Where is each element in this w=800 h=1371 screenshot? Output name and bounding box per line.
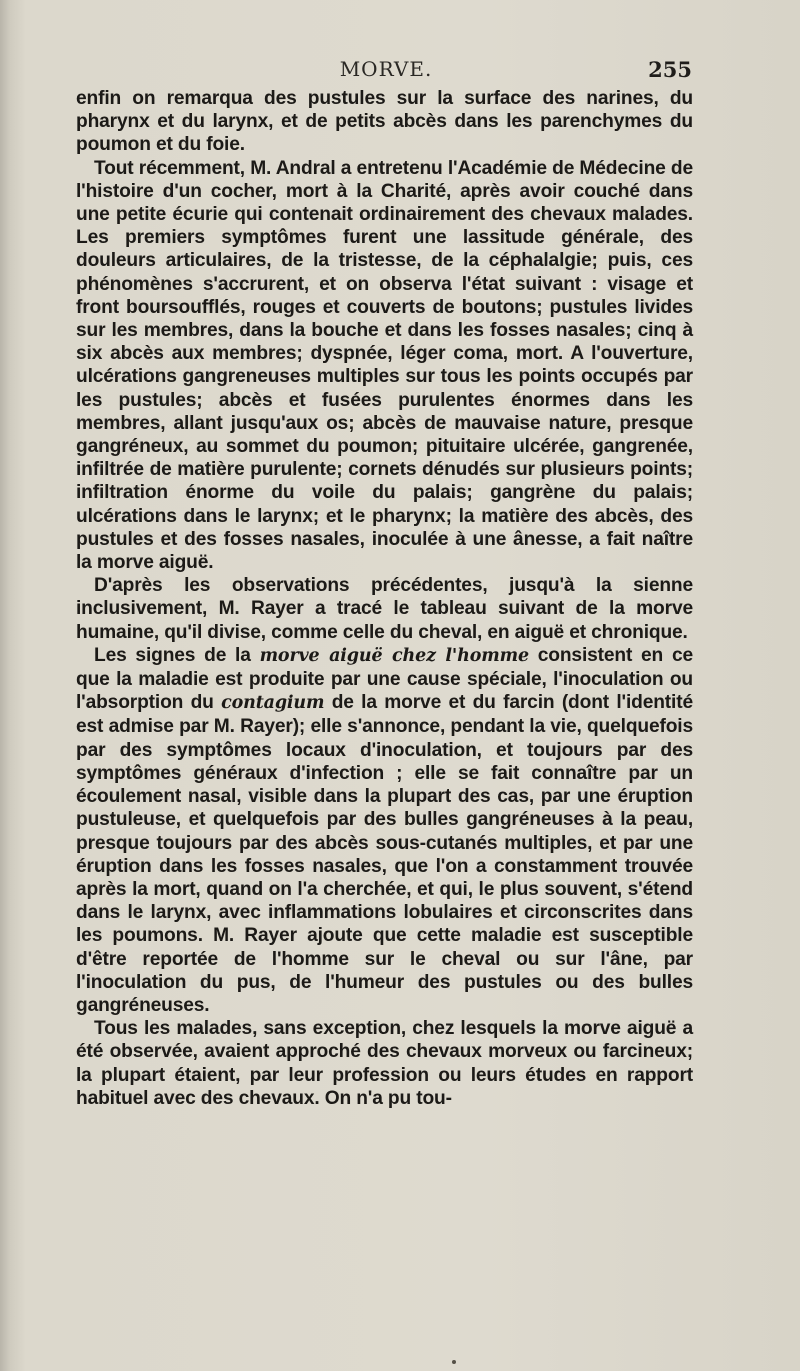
paragraph-text-part: Les signes de la [94, 644, 260, 666]
running-head [80, 57, 692, 87]
italic-term-morve-aigue: morve aiguë chez l'homme [259, 645, 529, 666]
paragraph-andral-case: Tout récemment, M. Andral a entretenu l'Académie de Médecine de l'histoire d'un cocher, mort à la Charité, après avoir couché dans une petite écurie qui contenait ordinairement des chevaux malades. Les premiers symptômes furent une lassitude générale, des douleurs articulaires, de la tristesse, de la céphalalgie; puis, ces phénomènes s'accrurent, et on observa l'état suivant : visage et front boursoufflés, rouges et couverts de boutons; pustules livides sur les membres, dans la bouche et dans les fosses nasales; cinq à six abcès aux membres; dyspnée, léger coma, mort. A l'ouverture, ulcérations gangreneuses multiples sur tous les points occupés par les pustules; abcès et fusées purulentes énormes dans les membres, allant jusqu'aux os; abcès de mauvaise nature, presque gangréneux, au sommet du poumon; pituitaire ulcérée, gangrenée, infiltrée de matière purulente; cornets dénudés sur plusieurs points; infiltration énorme du voile du palais; gangrène du palais; ulcérations dans le larynx; et le pharynx; la matière des abcès, des pustules et des fosses nasales, inoculée à une ânesse, a fait naître la morve aiguë. [76, 157, 693, 574]
paragraph-malades: Tous les malades, sans exception, chez lesquels la morve aiguë a été observée, avaient approché des chevaux morveux ou farcineux; la plupart étaient, par leur profession ou leurs études en rapport habituel avec des chevaux. On n'a pu tou- [76, 1018, 693, 1109]
running-title: MORVE. [339, 57, 433, 81]
paragraph-text-part: de la morve et du farcin (dont l'identité est admise par M. Rayer); elle s'annonce, pendant la vie, quelquefois par des symptômes locaux d'inoculation, et toujours par des symptômes généraux d'infection ; elle se fait connaître par un écoulement nasal, visible dans la plupart des cas, par une éruption pustuleuse, et quelquefois par des bulles gangréneuses à la peau, presque toujours par des abcès sous-cutanés multiples, et par une éruption dans les fosses nasales, que l'on a constamment trouvée après la mort, quand on l'a cherchée, et qui, le plus souvent, s'étend dans le larynx, avec inflammations lobulaires et circonscrites dans les poumons. M. Rayer ajoute que cette maladie est susceptible d'être reportée de l'homme sur le cheval ou sur l'âne, par l'inoculation du pus, de l'humeur des pustules ou des bulles gangréneuses. [76, 692, 693, 1016]
paragraph-text-part: consistent en ce que la maladie est produite par une cause spéciale, l'inoculation ou l'absorption du [76, 644, 693, 714]
paper-speck [452, 1360, 456, 1364]
paragraph-signes-morve-aigue [76, 644, 693, 1017]
paragraph-continuation: enfin on remarqua des pustules sur la surface des narines, du pharynx et du larynx, et de petits abcès dans les parenchymes du poumon et du foie. [76, 88, 693, 156]
page-number: 255 [648, 57, 692, 82]
body-text [76, 87, 693, 1110]
paragraph-rayer-tableau: D'après les observations précédentes, jusqu'à la sienne inclusivement, M. Rayer a tracé le tableau suivant de la morve humaine, qu'il divise, comme celle du cheval, en aiguë et chronique. [76, 575, 693, 643]
italic-term-contagium: contagium [221, 693, 325, 714]
